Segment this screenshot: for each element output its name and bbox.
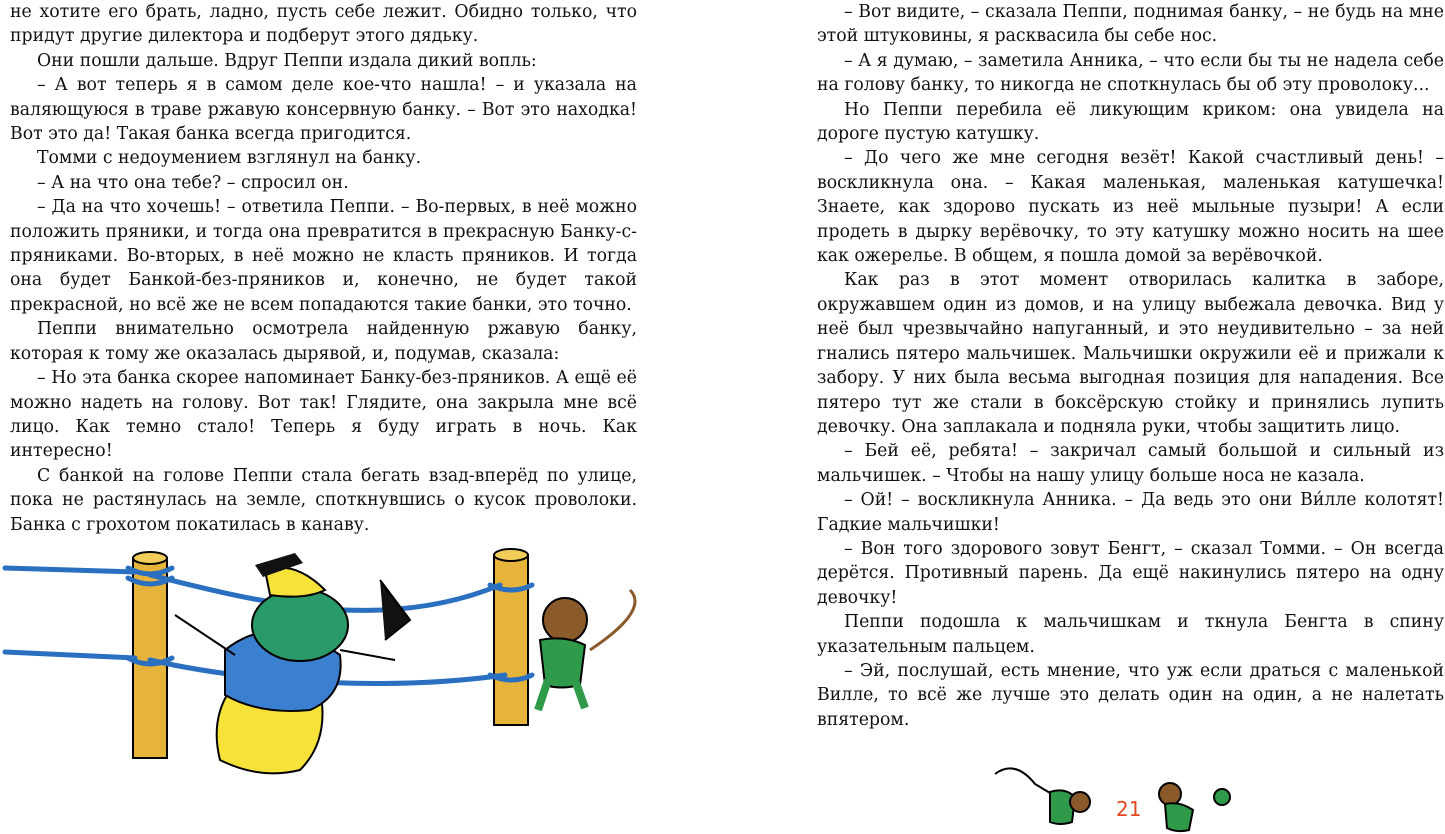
paragraph: Томми с недоумением взглянул на банку.	[37, 148, 422, 169]
footer-monkey-left	[995, 768, 1090, 824]
monkey-figure	[538, 590, 635, 710]
paragraph: Пеппи подошла к мальчишкам и ткнула Бенгта в спину указательным пальцем.	[817, 612, 1444, 657]
footer-monkeys-illustration	[990, 764, 1240, 834]
paragraph: – Ой! – воскликнула Анника. – Да ведь это они Ви́лле колотят! Гадкие мальчишки!	[817, 490, 1444, 535]
paragraph: – А я думаю, – заметила Анника, – что если бы ты не надела себе на голову банку, то никогда не споткнулась бы об эту проволоку...	[817, 50, 1444, 96]
paragraph: Как раз в этот момент отворилась калитка в заборе, окружавшем один из домов, и на улицу выбежала девочка. Вид у неё был чрезвычайно напуганный, и это неудивительно – за ней гнались пятеро мальчишек. Мальчишки окружили её и прижали к забору. У них была весьма выгодная позиция для нападения. Все пятеро тут же стали в боксёрскую стойку и принялись лупить девочку. Она заплакала и подняла руки, чтобы защитить лицо.	[817, 270, 1444, 437]
paragraph: – Но эта банка скорее напоминает Банку-без-пряников. А ещё её можно надеть на голову. Вот так! Глядите, она закрыла мне всё лицо. Как темно стало! Теперь я буду играть в ночь. Как интересно!	[10, 368, 637, 462]
paragraph: не хотите его брать, ладно, пусть себе лежит. Обидно только, что придут другие дилектора и подберут этого дядьку.	[10, 2, 637, 47]
paragraph: – А на что она тебе? – спросил он.	[37, 172, 349, 193]
left-text-column	[10, 0, 637, 537]
pippi-tripping-illustration	[0, 540, 660, 775]
paragraph: – Вон того здорового зовут Бенгт, – сказал Томми. – Он всегда дерётся. Противный парень. Да ещё накинулись пятеро на одну девочку!	[817, 538, 1444, 608]
pippi-figure	[175, 553, 410, 773]
page-number: 21	[1116, 797, 1142, 821]
paragraph: – До чего же мне сегодня везёт! Какой счастливый день! – воскликнула она. – Какая маленькая, маленькая катушечка! Знаете, как здорово пускать из неё мыльные пузыри! А если продеть в дырку верёвочку, то эту катушку можно носить на шее как ожерелье. В общем, я пошла домой за верёвочкой.	[817, 148, 1444, 267]
paragraph: – А вот теперь я в самом деле кое-что нашла! – и указала на валяющуюся в траве ржавую консервную банку. – Вот это находка! Вот это да! Такая банка всегда пригодится.	[10, 75, 637, 145]
paragraph: Но Пеппи перебила её ликующим криком: она увидела на дороге пустую катушку.	[817, 99, 1444, 145]
paragraph: Они пошли дальше. Вдруг Пеппи издала дикий вопль:	[37, 50, 537, 71]
right-fence-post	[494, 549, 528, 725]
right-text-column	[817, 0, 1444, 732]
paragraph: С банкой на голове Пеппи стала бегать взад-вперёд по улице, пока не растянулась на земле, споткнувшись о кусок проволоки. Банка с грохотом покатилась в канаву.	[10, 465, 637, 535]
paragraph: – Да на что хочешь! – ответила Пеппи. – Во-первых, в неё можно положить пряники, и тогда она превратится в прекрасную Банку-с-пряниками. Во-вторых, в неё можно не класть пряников. И тогда она будет Банкой-без-пряников и, конечно, не будет такой прекрасной, но всё же не всем попадаются такие банки, это точно.	[10, 197, 637, 315]
paragraph: – Вот видите, – сказала Пеппи, поднимая банку, – не будь на мне этой штуковины, я расквасила бы себе нос.	[817, 2, 1444, 47]
footer-monkey-right	[1159, 783, 1230, 831]
paragraph: – Бей её, ребята! – закричал самый большой и сильный из мальчишек. – Чтобы на нашу улицу больше носа не казала.	[817, 441, 1444, 486]
paragraph: Пеппи внимательно осмотрела найденную ржавую банку, которая к тому же оказалась дырявой, и, подумав, сказала:	[10, 319, 637, 364]
paragraph: – Эй, послушай, есть мнение, что уж если драться с маленькой Вилле, то всё же лучше это делать один на один, а не налетать впятером.	[817, 660, 1444, 730]
